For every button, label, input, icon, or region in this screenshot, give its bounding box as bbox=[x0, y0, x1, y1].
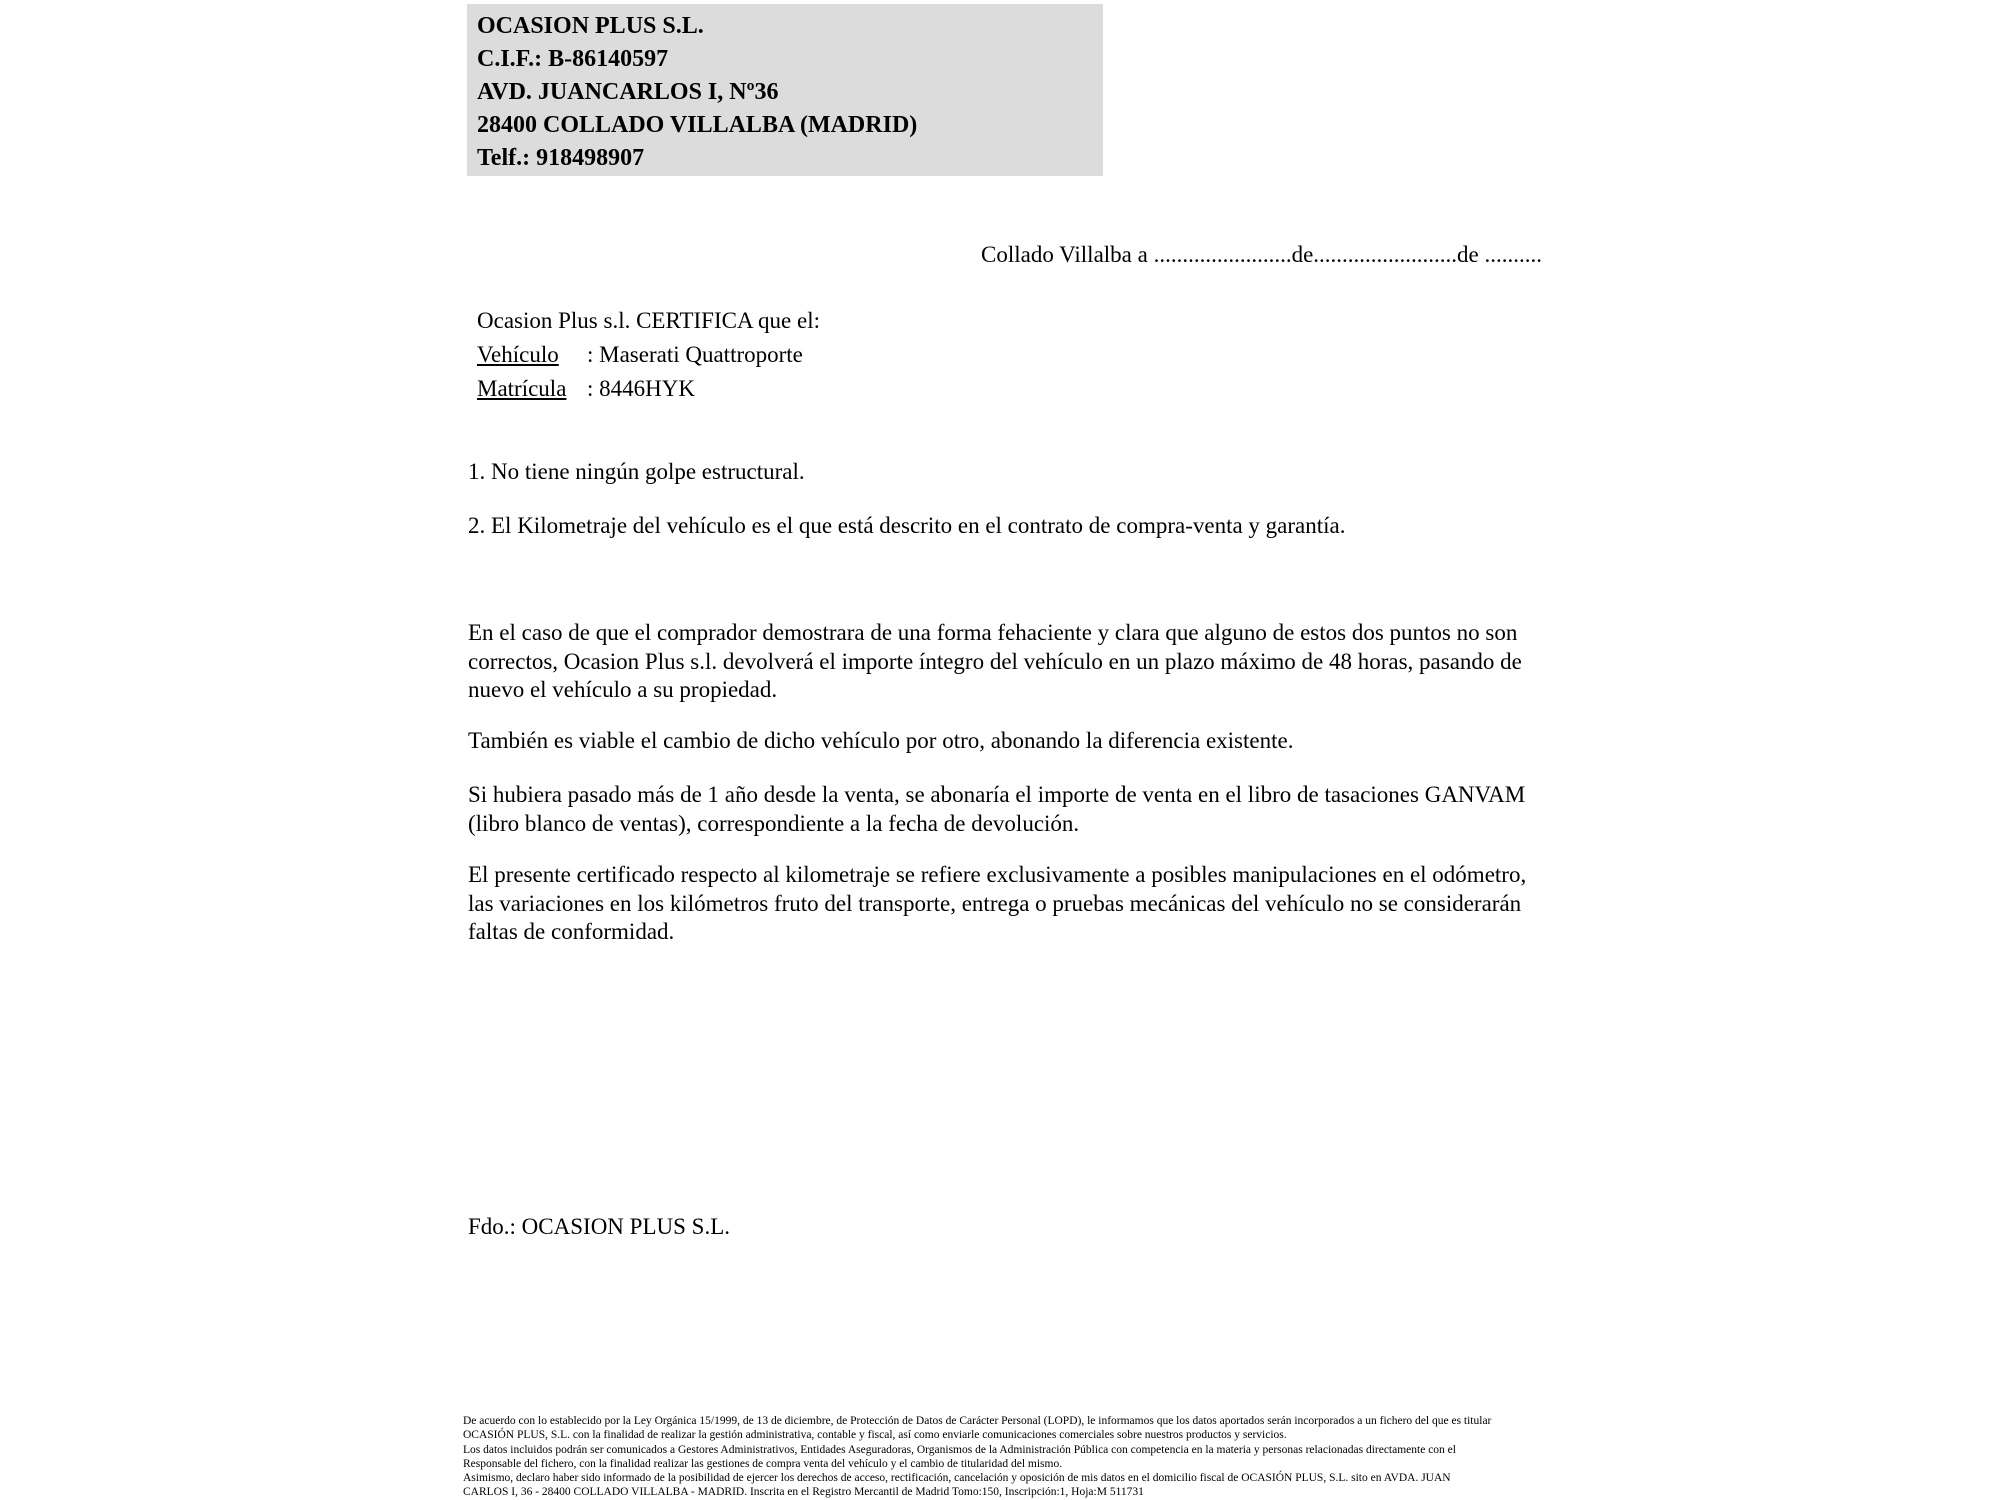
numbered-item-2: 2. El Kilometraje del vehículo es el que está descrito en el contrato de compra-venta y garantía. bbox=[468, 513, 1346, 538]
legal-footer bbox=[463, 1414, 1573, 1500]
certify-intro: Ocasion Plus s.l. CERTIFICA que el: bbox=[477, 308, 820, 333]
plate-value: : 8446HYK bbox=[587, 376, 695, 401]
paragraph-ganvam: Si hubiera pasado más de 1 año desde la venta, se abonaría el importe de venta en el libro de tasaciones GANVAM (libro blanco de ventas), correspondiente a la fecha de devolución. bbox=[468, 782, 1526, 836]
company-cif: C.I.F.: B-86140597 bbox=[477, 46, 669, 72]
paragraph-exchange: También es viable el cambio de dicho vehículo por otro, abonando la diferencia existente. bbox=[468, 728, 1294, 753]
footer-line: Asimismo, declaro haber sido informado de la posibilidad de ejercer los derechos de acceso, rectificación, cancelación y oposición de mis datos en el domicilio fiscal de OCASIÓN PLUS, S.L. sito en AVDA. JUAN bbox=[463, 1472, 1451, 1485]
company-address: AVD. JUANCARLOS I, Nº36 bbox=[477, 79, 779, 105]
footer-line: De acuerdo con lo establecido por la Ley Orgánica 15/1999, de 13 de diciembre, de Protección de Datos de Carácter Personal (LOPD), le informamos que los datos aportados serán incorporados a un fichero del que es titular bbox=[463, 1415, 1492, 1427]
date-line: Collado Villalba a ........................de.........................de .......... bbox=[981, 242, 1542, 267]
signature-line: Fdo.: OCASION PLUS S.L. bbox=[468, 1214, 730, 1239]
vehicle-field bbox=[477, 338, 820, 372]
company-phone: Telf.: 918498907 bbox=[477, 145, 645, 171]
vehicle-value: : Maserati Quattroporte bbox=[587, 342, 803, 367]
footer-line: CARLOS I, 36 - 28400 COLLADO VILLALBA - MADRID. Inscrita en el Registro Mercantil de Madrid Tomo:150, Inscripción:1, Hoja:M 511731 bbox=[463, 1486, 1144, 1499]
plate-label-cell bbox=[477, 372, 587, 406]
vehicle-label: Vehículo bbox=[477, 342, 559, 367]
vehicle-label-cell bbox=[477, 338, 587, 372]
footer-line: Los datos incluidos podrán ser comunicados a Gestores Administrativos, Entidades Aseguradoras, Organismos de la Administración Pública con competencia en la materia y personas relacionadas directamente con el bbox=[463, 1443, 1456, 1456]
company-name: OCASION PLUS S.L. bbox=[477, 13, 704, 39]
paragraph-refund: En el caso de que el comprador demostrara de una forma fehaciente y clara que alguno de estos dos puntos no son correctos, Ocasion Plus s.l. devolverá el importe íntegro del vehículo en un plazo máximo de 48 horas, pasando de nuevo el vehículo a su propiedad. bbox=[468, 620, 1522, 702]
plate-label: Matrícula bbox=[477, 376, 567, 401]
company-city: 28400 COLLADO VILLALBA (MADRID) bbox=[477, 112, 918, 138]
paragraph-odometer: El presente certificado respecto al kilometraje se refiere exclusivamente a posibles manipulaciones en el odómetro, las variaciones en los kilómetros fruto del transporte, entrega o pruebas mecánicas del vehículo no se considerarán faltas de conformidad. bbox=[468, 862, 1527, 944]
numbered-item-1: 1. No tiene ningún golpe estructural. bbox=[468, 459, 805, 484]
footer-line: OCASIÓN PLUS, S.L. con la finalidad de realizar la gestión administrativa, contable y fiscal, así como enviarle comunicaciones comerciales sobre nuestros productos y servicios. bbox=[463, 1429, 1287, 1442]
plate-field bbox=[477, 372, 820, 406]
company-header-box bbox=[467, 4, 1103, 176]
footer-line: Responsable del fichero, con la finalidad realizar las gestiones de compra venta del vehículo y el cambio de titularidad del mismo. bbox=[463, 1457, 1063, 1470]
certify-block bbox=[477, 304, 820, 406]
